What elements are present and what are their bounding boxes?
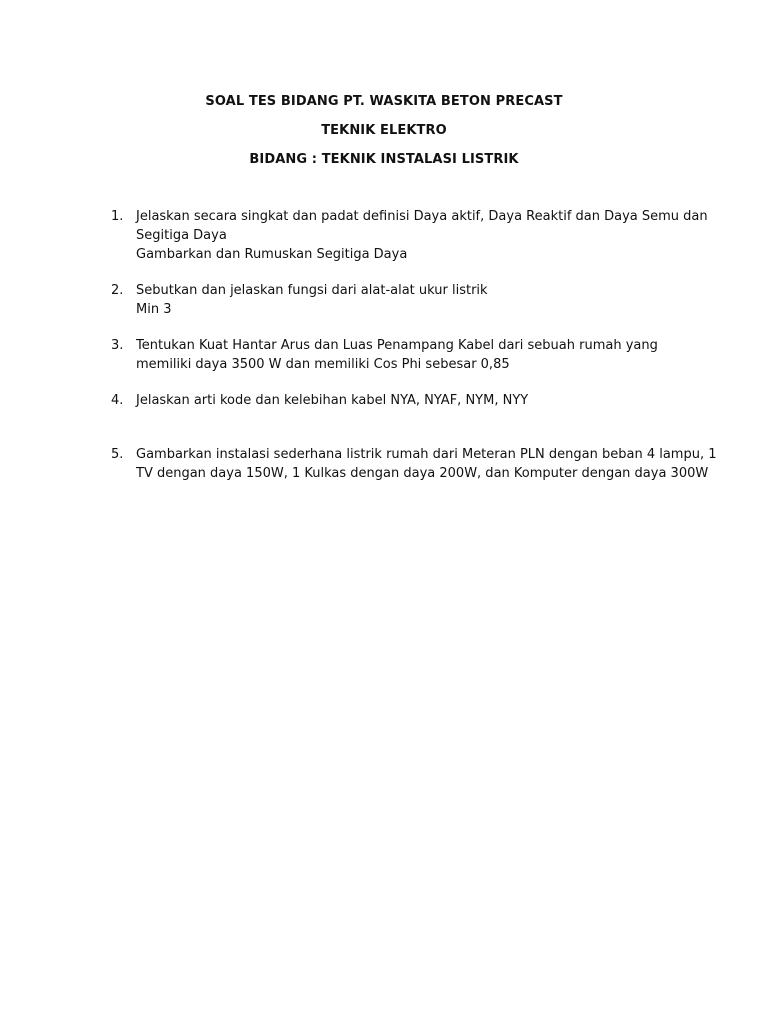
question-number: 2. <box>111 283 124 298</box>
question-text-line: Min 3 <box>136 302 172 317</box>
question-item <box>111 391 701 410</box>
question-text-line: Gambarkan instalasi sederhana listrik rumah dari Meteran PLN dengan beban 4 lampu, 1 <box>136 447 717 462</box>
header-title: SOAL TES BIDANG PT. WASKITA BETON PRECAST <box>205 94 563 109</box>
question-text-line: Tentukan Kuat Hantar Arus dan Luas Penampang Kabel dari sebuah rumah yang <box>136 338 658 353</box>
question-item <box>111 207 708 264</box>
question-item <box>111 336 701 374</box>
question-text-line: Jelaskan secara singkat dan padat definisi Daya aktif, Daya Reaktif dan Daya Semu dan <box>136 209 708 224</box>
header-department: TEKNIK ELEKTRO <box>321 123 447 138</box>
question-text-line: Gambarkan dan Rumuskan Segitiga Daya <box>136 247 408 262</box>
question-text-line: Segitiga Daya <box>136 228 227 243</box>
question-item <box>111 445 717 483</box>
document-header <box>0 92 768 179</box>
question-text-line: Jelaskan arti kode dan kelebihan kabel NYA, NYAF, NYM, NYY <box>136 393 529 408</box>
question-text-line: memiliki daya 3500 W dan memiliki Cos Phi sebesar 0,85 <box>136 357 510 372</box>
question-text-line: Sebutkan dan jelaskan fungsi dari alat-alat ukur listrik <box>136 283 488 298</box>
question-number: 1. <box>111 209 124 224</box>
question-number: 5. <box>111 447 124 462</box>
header-field: BIDANG : TEKNIK INSTALASI LISTRIK <box>249 152 519 167</box>
question-list <box>111 207 717 483</box>
question-number: 3. <box>111 338 124 353</box>
question-number: 4. <box>111 393 124 408</box>
question-text-line: TV dengan daya 150W, 1 Kulkas dengan daya 200W, dan Komputer dengan daya 300W <box>136 466 709 481</box>
question-item <box>111 281 701 319</box>
